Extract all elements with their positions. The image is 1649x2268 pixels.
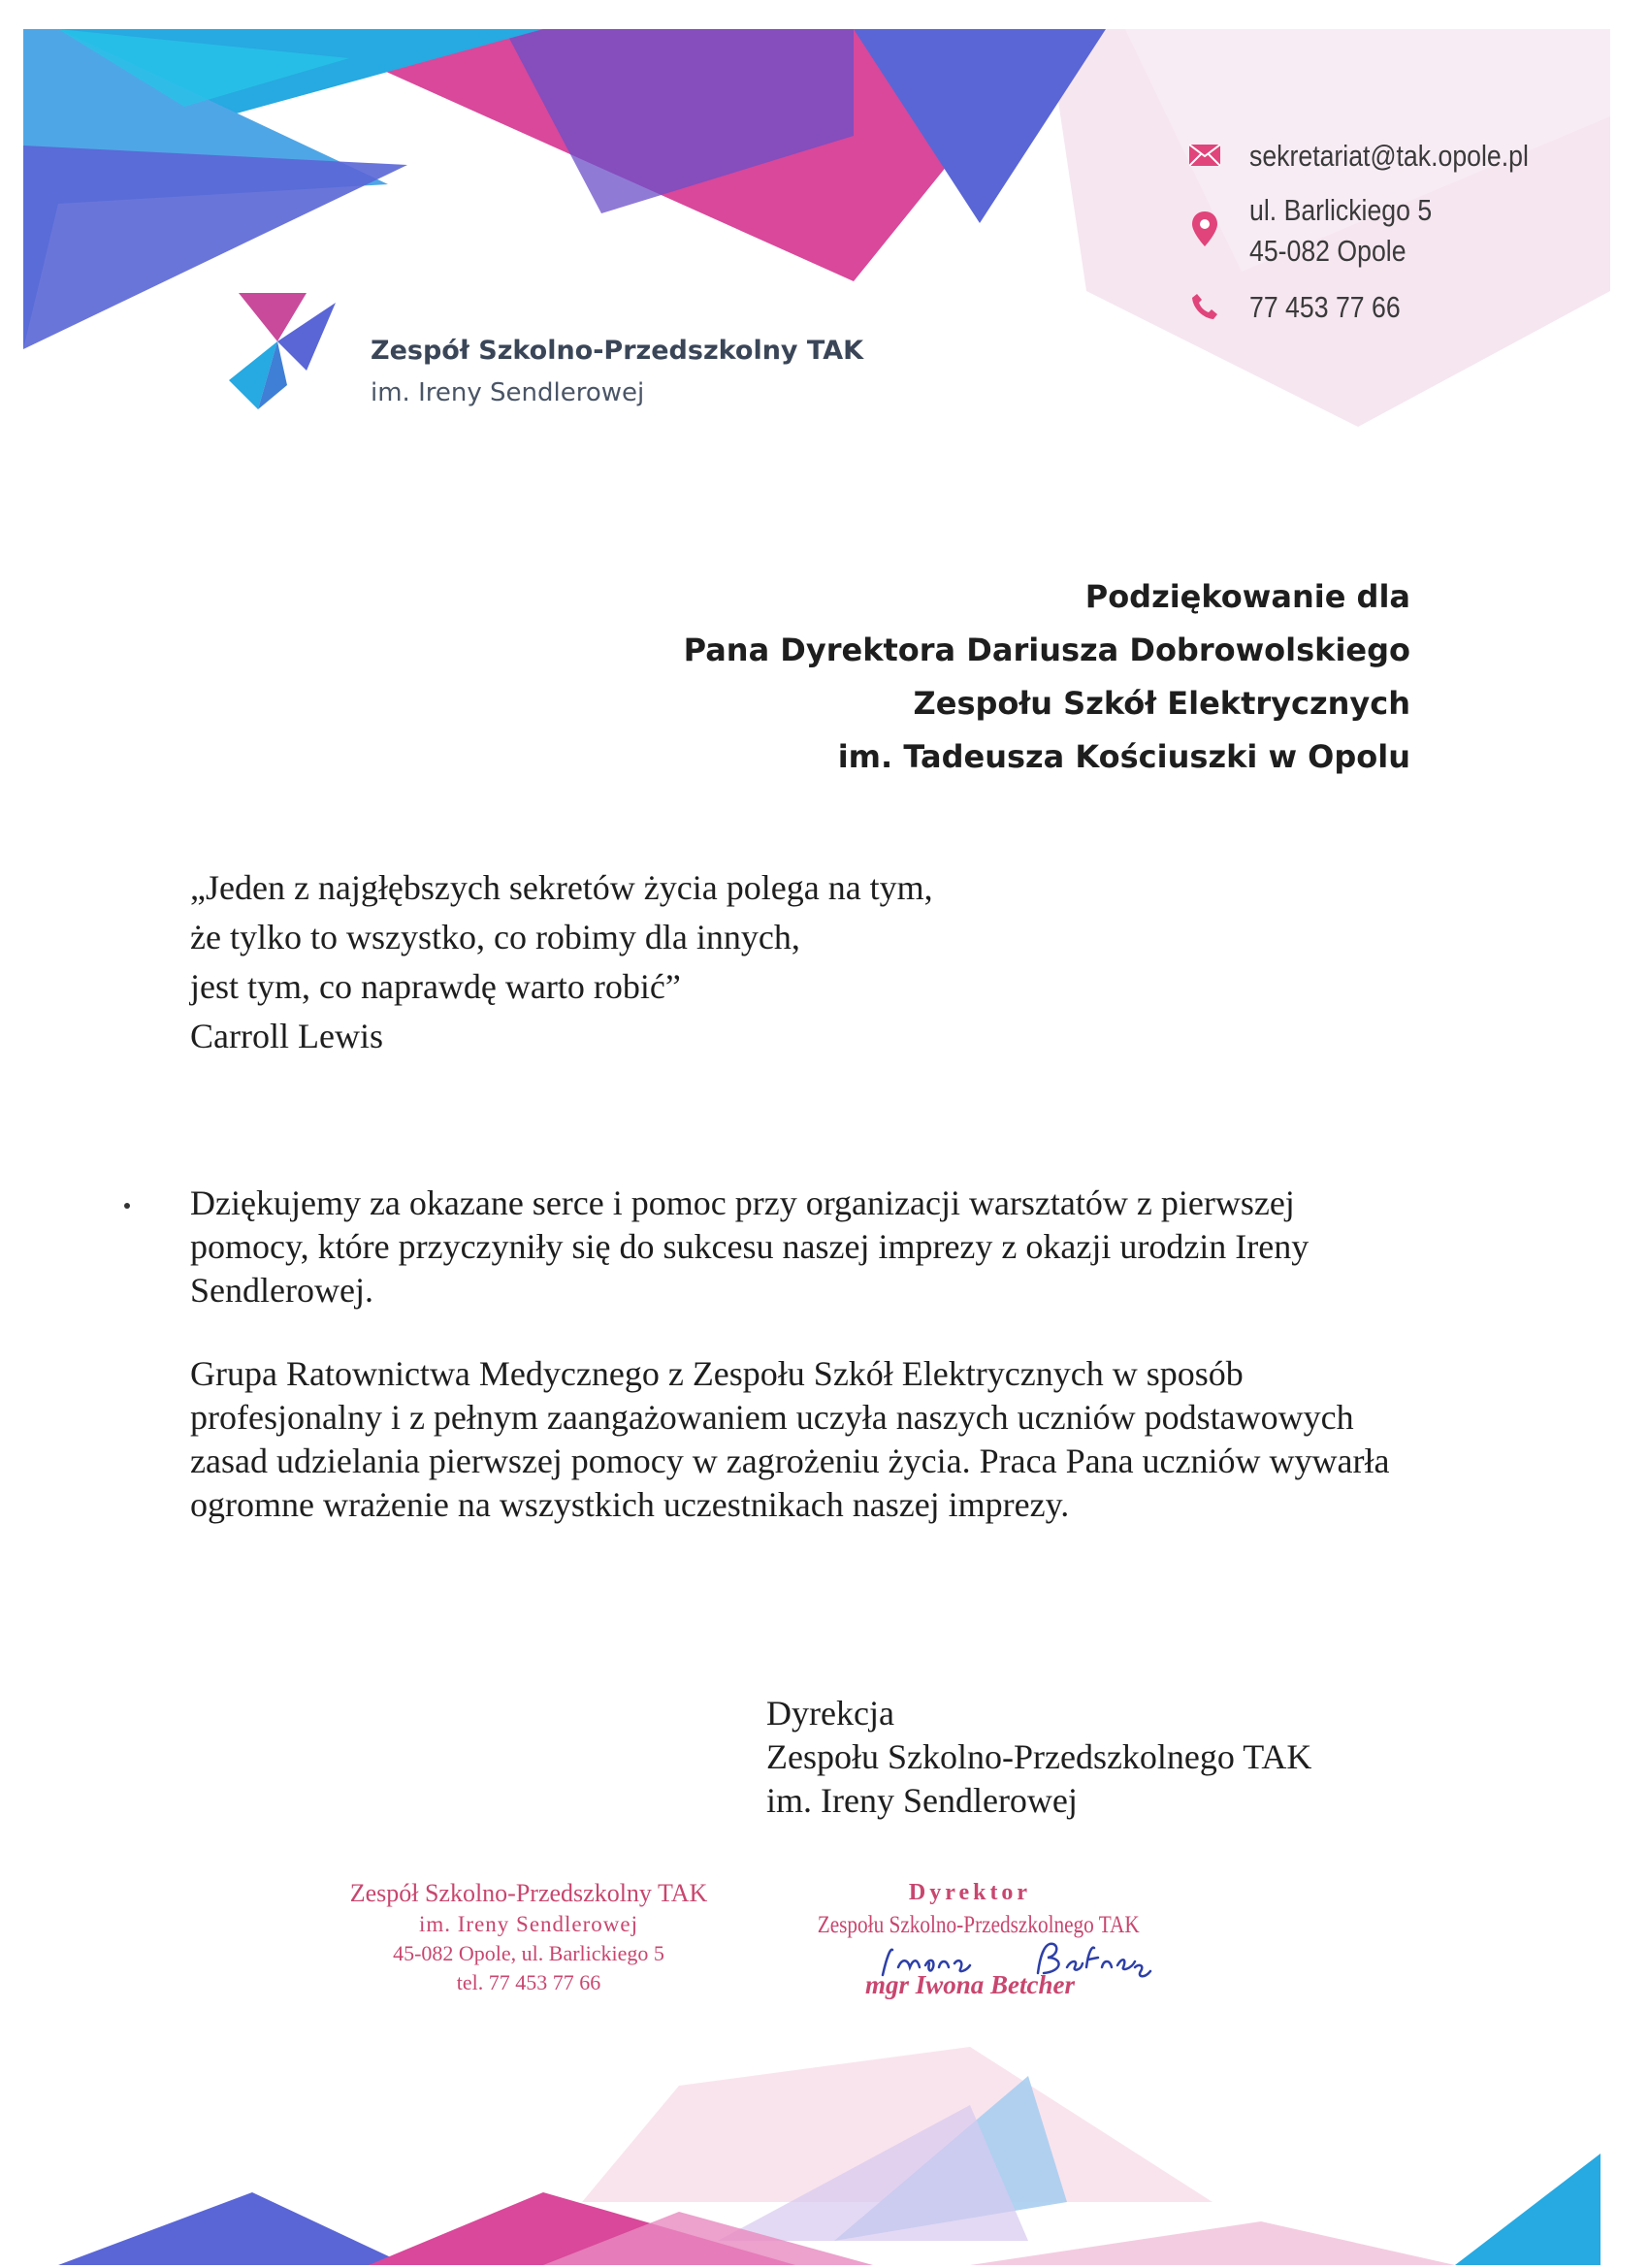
envelope-icon: [1185, 136, 1224, 175]
director-stamp-title: Dyrektor: [908, 1880, 1032, 1905]
quote-line3: jest tym, co naprawdę warto robić”: [190, 967, 681, 1006]
contact-address-line1: ul. Barlickiego 5: [1249, 193, 1433, 227]
signature-block: [766, 1692, 1311, 1823]
quote-author: Carroll Lewis: [190, 1017, 383, 1055]
bird-logo-icon: [229, 283, 345, 409]
school-stamp: [344, 1877, 713, 1997]
signature-line3: im. Ireny Sendlerowej: [766, 1781, 1078, 1820]
director-stamp-org: Zespołu Szkolno-Przedszkolnego TAK: [817, 1912, 1140, 1938]
footer-decoration: [0, 2047, 1649, 2268]
org-subtitle: im. Ireny Sendlerowej: [371, 378, 645, 407]
phone-icon: [1185, 287, 1224, 326]
quote: [190, 863, 933, 1061]
director-stamp-name: mgr Iwona Betcher: [864, 1970, 1076, 1999]
org-name: Zespół Szkolno-Przedszkolny TAK: [371, 336, 864, 366]
school-stamp-line4: tel. 77 453 77 66: [456, 1970, 601, 1994]
signature-line1: Dyrekcja: [766, 1694, 894, 1733]
title-line2: Pana Dyrektora Dariusza Dobrowolskiego: [683, 632, 1410, 668]
school-stamp-line3: 45-082 Opole, ul. Barlickiego 5: [393, 1941, 664, 1965]
contact-phone-row: [1185, 287, 1425, 328]
location-pin-icon: [1185, 210, 1224, 248]
body-paragraph-1: Dziękujemy za okazane serce i pomoc przy organizacji warsztatów z pierwszej pomocy, które przyczyniły się do sukcesu naszej imprezy z okazji urodzin Ireny Sendlerowej.: [190, 1183, 1310, 1310]
handwritten-signature: [873, 1928, 1164, 1987]
contact-address-row: [1185, 190, 1462, 272]
body-paragraph-2: Grupa Ratownictwa Medycznego z Zespołu Szkół Elektrycznych w sposób profesjonalny i z pełnym zaangażowaniem uczyła naszych uczniów podstawowych zasad udzielania pierwszej pomocy w zagrożeniu życia. Praca Pana uczniów wywarła ogromne wrażenie na wszystkich uczestnikach naszej imprezy.: [190, 1354, 1390, 1524]
title-line1: Podziękowanie dla: [1084, 578, 1410, 615]
contact-email[interactable]: sekretariat@tak.opole.pl: [1249, 139, 1529, 173]
contact-address-line2: 45-082 Opole: [1249, 234, 1406, 268]
contact-email-row: [1185, 136, 1574, 177]
quote-line2: że tylko to wszystko, co robimy dla innych,: [190, 918, 800, 956]
title-line3: Zespołu Szkół Elektrycznych: [913, 685, 1410, 722]
contact-phone[interactable]: 77 453 77 66: [1249, 290, 1401, 324]
contact-address: [1249, 190, 1432, 272]
school-stamp-line2: im. Ireny Sendlerowej: [418, 1912, 639, 1936]
quote-line1: „Jeden z najgłębszych sekretów życia polega na tym,: [190, 868, 933, 907]
letter-title: [684, 570, 1410, 784]
title-line4: im. Tadeusza Kościuszki w Opolu: [837, 738, 1410, 775]
school-stamp-line1: Zespół Szkolno-Przedszkolny TAK: [349, 1879, 708, 1907]
stray-mark: [124, 1203, 130, 1209]
signature-line2: Zespołu Szkolno-Przedszkolnego TAK: [766, 1737, 1312, 1776]
